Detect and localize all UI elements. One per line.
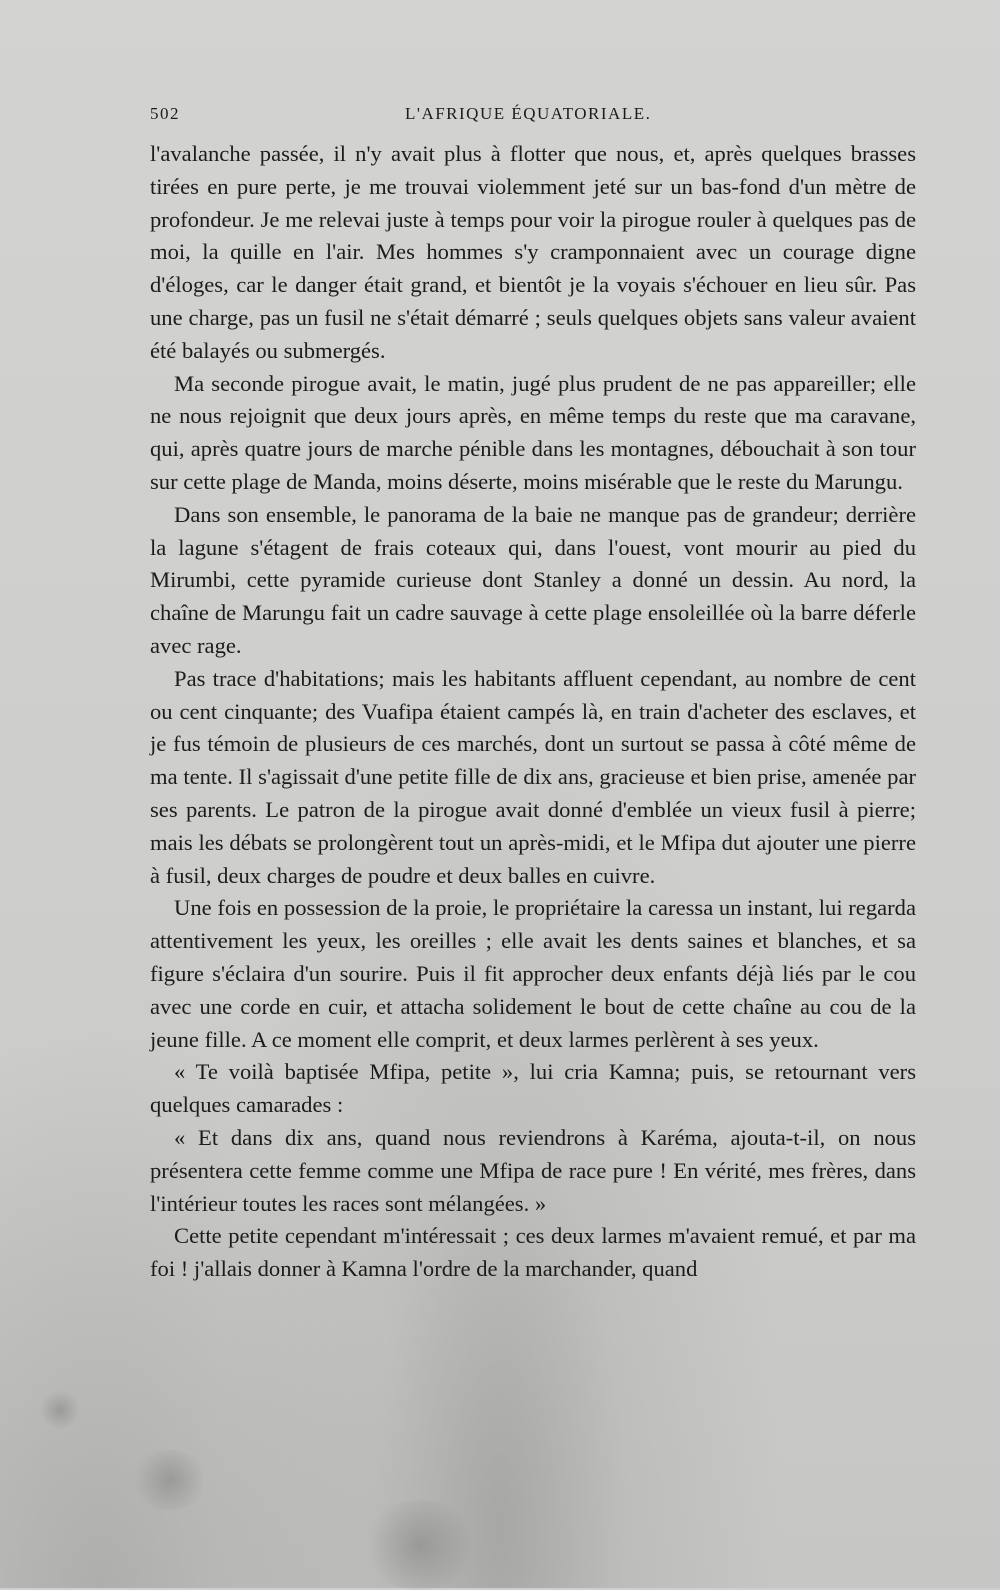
paper-stain [360, 1500, 480, 1590]
paper-stain [130, 1450, 210, 1510]
paragraph: Pas trace d'habitations; mais les habitants affluent cependant, au nombre de cent ou cent cinquante; des Vuafipa étaient campés là, en train d'acheter des esclaves, et je fus témoin de plusieurs de ces marchés, dont un surtout se passa à côté même de ma tente. Il s'agissait d'une petite fille de dix ans, gracieuse et bien prise, amenée par ses parents. Le patron de la pirogue avait donné d'emblée un vieux fusil à pierre; mais les débats se prolongèrent tout un après-midi, et le Mfipa dut ajouter une pierre à fusil, deux charges de poudre et deux balles en cuivre. [150, 665, 916, 888]
paragraph: Ma seconde pirogue avait, le matin, jugé plus prudent de ne pas appareiller; elle ne nous rejoignit que deux jours après, en même temps du reste que ma caravane, qui, après quatre jours de marche pénible dans les montagnes, débouchait à son tour sur cette plage de Manda, moins déserte, moins misérable que le reste du Marungu. [150, 370, 916, 494]
page-header [150, 104, 910, 130]
paragraph: Une fois en possession de la proie, le propriétaire la caressa un instant, lui regarda attentivement les yeux, les oreilles ; elle avait les dents saines et blanches, et sa figure s'éclaira d'un sourire. Puis il fit approcher deux enfants déjà liés par le cou avec une corde en cuir, et attacha solidement le bout de cette chaîne au cou de la jeune fille. A ce moment elle comprit, et deux larmes perlèrent à ses yeux. [150, 895, 916, 1052]
paragraph: l'avalanche passée, il n'y avait plus à flotter que nous, et, après quelques brasses tirées en pure perte, je me trouvai violemment jeté sur un bas-fond d'un mètre de profondeur. Je me relevai juste à temps pour voir la pirogue rouler à quelques pas de moi, la quille en l'air. Mes hommes s'y cramponnaient avec un courage digne d'éloges, car le danger était grand, et bientôt je la voyais s'échouer en lieu sûr. Pas une charge, pas un fusil ne s'était démarré ; seuls quelques objets sans valeur avaient été balayés ou submergés. [150, 141, 916, 363]
page-number: 502 [150, 104, 180, 123]
paper-stain [40, 1390, 80, 1430]
paragraph: « Te voilà baptisée Mfipa, petite », lui cria Kamna; puis, se retournant vers quelques camarades : [150, 1059, 916, 1118]
paragraph: « Et dans dix ans, quand nous reviendrons à Karéma, ajouta-t-il, on nous présentera cette femme comme une Mfipa de race pure ! En vérité, mes frères, dans l'intérieur toutes les races sont mélangées. » [150, 1124, 916, 1216]
paragraph: Dans son ensemble, le panorama de la baie ne manque pas de grandeur; derrière la lagune s'étagent de frais coteaux qui, dans l'ouest, vont mourir au pied du Mirumbi, cette pyramide curieuse dont Stanley a donné un dessin. Au nord, la chaîne de Marungu fait un cadre sauvage à cette plage ensoleillée où la barre déferle avec rage. [150, 501, 916, 658]
body-text [150, 138, 916, 1286]
running-title: L'AFRIQUE ÉQUATORIALE. [405, 104, 652, 123]
paragraph: Cette petite cependant m'intéressait ; ces deux larmes m'avaient remué, et par ma foi ! j'allais donner à Kamna l'ordre de la marchander, quand [150, 1223, 916, 1282]
